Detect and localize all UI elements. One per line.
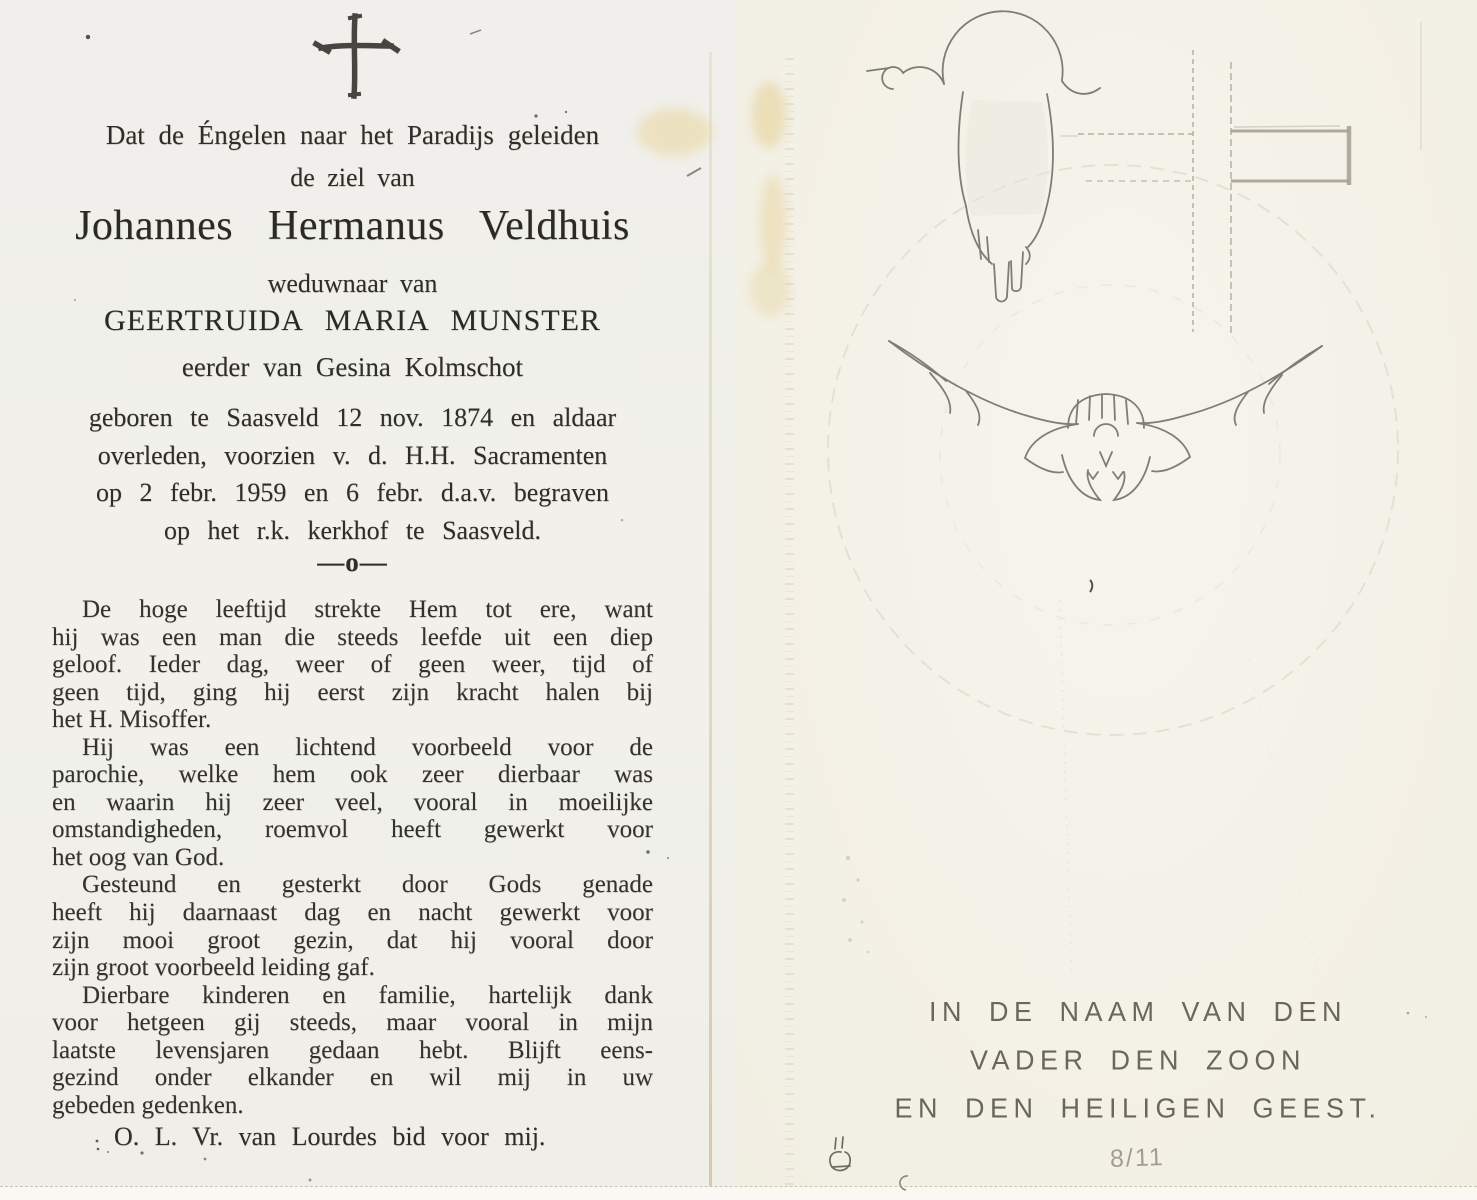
- vitals-block: [52, 399, 653, 549]
- body-line: geloof. Ieder dag, weer of geen weer, tijd of: [52, 651, 653, 679]
- obituary-text: [52, 596, 653, 1119]
- body-line: parochie, welke hem ook zeer dierbaar was: [52, 761, 653, 789]
- body-line: Dierbare kinderen en familie, hartelijk dank: [82, 981, 653, 1009]
- vitals-line: overleden, voorzien v. d. H.H. Sacramenten: [97, 440, 608, 470]
- blessing-line-3: EN DEN HEILIGEN GEEST.: [894, 1092, 1382, 1124]
- body-line: het H. Misoffer.: [52, 706, 212, 734]
- body-line: en waarin hij zeer veel, vooral in moeilijke: [52, 788, 653, 816]
- body-line: voor hetgeen gij steeds, maar vooral in mijn: [52, 1009, 653, 1037]
- fold-line-artifact: [709, 52, 712, 1200]
- body-line: omstandigheden, roemvol heeft gewerkt voor: [52, 816, 653, 844]
- body-line: Gesteund en gesterkt door Gods genade: [82, 871, 653, 899]
- blessing-line-2: VADER DEN ZOON: [969, 1044, 1307, 1076]
- spouse-name: GEERTRUIDA MARIA MUNSTER: [104, 304, 601, 337]
- deceased-name: Johannes Hermanus Veldhuis: [75, 203, 630, 249]
- blessing-text: [808, 988, 1468, 1133]
- closing-prayer-line: O. L. Vr. van Lourdes bid voor mij.: [114, 1122, 546, 1151]
- paper-stain: [752, 82, 786, 148]
- prior-spouse-line: eerder van Gesina Kolmschot: [181, 352, 524, 382]
- scan-bottom-edge: [0, 1186, 1477, 1200]
- vitals-line: geboren te Saasveld 12 nov. 1874 en aldaar: [88, 403, 617, 432]
- body-line: zijn groot voorbeeld leiding gaf.: [52, 954, 375, 982]
- body-line: heeft hij daarnaast dag en nacht gewerkt voor: [52, 899, 653, 927]
- body-line: Hij was een lichtend voorbeeld voor de: [82, 733, 653, 761]
- body-line: zijn mooi groot gezin, dat hij vooral door: [52, 926, 653, 954]
- fold-speckle-band: [785, 58, 794, 1200]
- vitals-line: op 2 febr. 1959 en 6 febr. d.a.v. begraven: [95, 478, 609, 507]
- relation-line: weduwnaar van: [267, 269, 438, 298]
- paper-stain: [750, 262, 790, 317]
- body-line: hij was een man die steeds leefde uit een diep: [52, 623, 653, 651]
- body-line: laatste levensjaren gedaan hebt. Blijft eens-: [52, 1036, 653, 1064]
- page-number: 8/11: [1109, 1143, 1166, 1173]
- body-line: gezind onder elkander en wil mij in uw: [52, 1064, 653, 1092]
- blessing-line-1: IN DE NAAM VAN DEN: [928, 996, 1348, 1028]
- section-divider: —o—: [317, 547, 388, 577]
- body-line: het oog van God.: [52, 843, 225, 871]
- body-line: geen tijd, ging hij eerst zijn kracht halen bij: [52, 678, 653, 706]
- scan-edge-artifact: [1420, 22, 1422, 150]
- body-line: gebeden gedenken.: [52, 1091, 244, 1119]
- vitals-line: op het r.k. kerkhof te Saasveld.: [163, 515, 542, 545]
- paper-stain: [760, 175, 786, 270]
- intro-line-2: de ziel van: [290, 163, 415, 192]
- body-line: De hoge leeftijd strekte Hem tot ere, want: [82, 596, 653, 623]
- intro-line-1: Dat de Éngelen naar het Paradijs geleiden: [105, 120, 600, 150]
